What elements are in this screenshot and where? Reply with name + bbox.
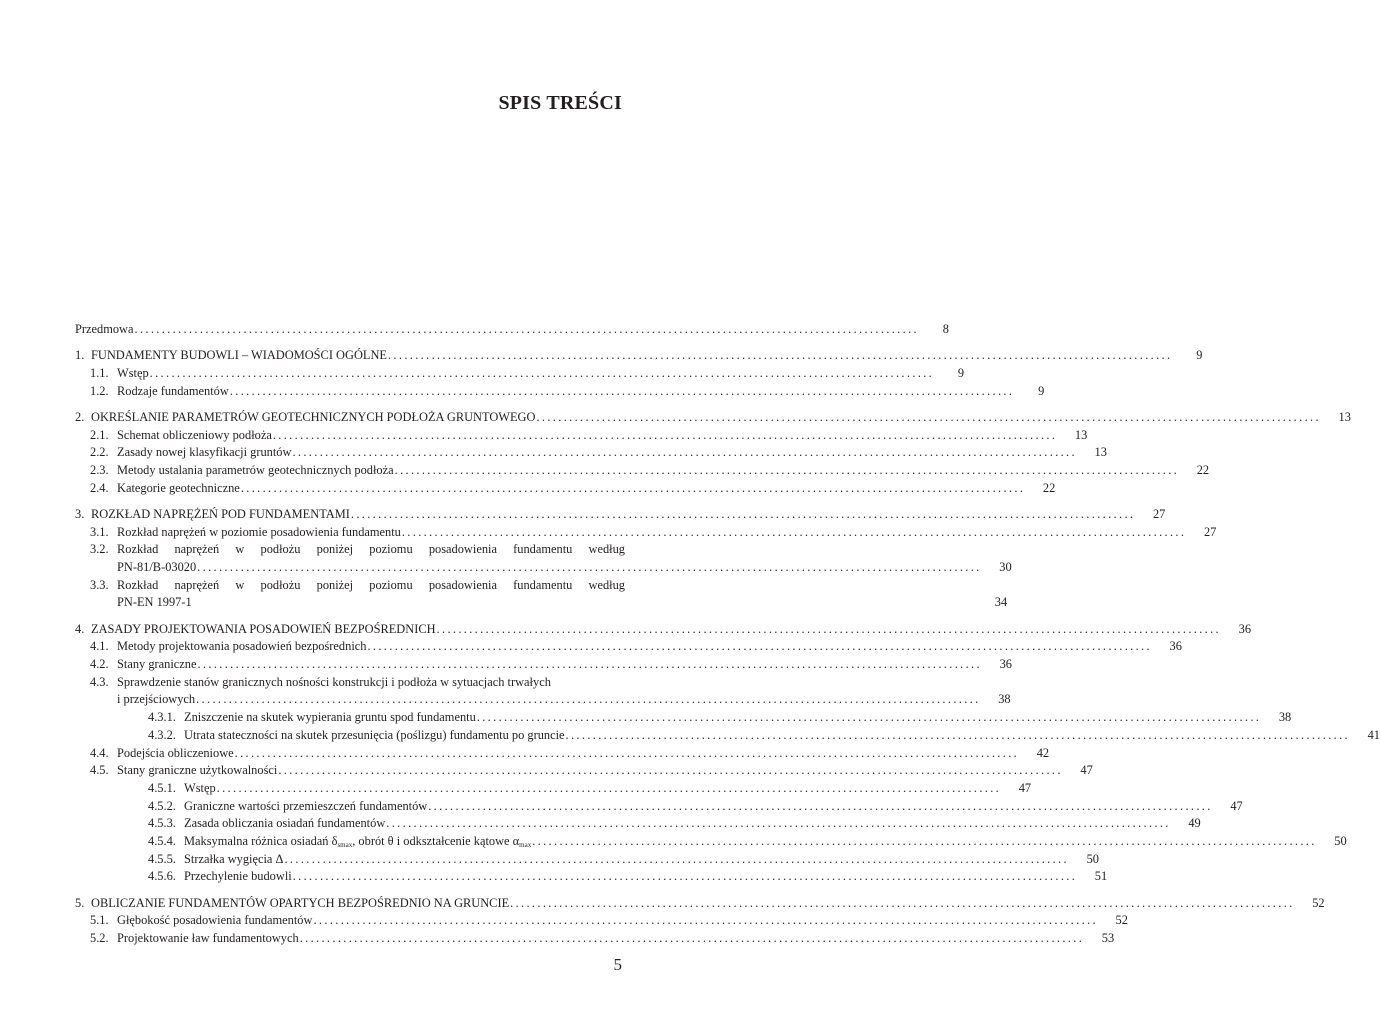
toc-subsection-4-5-1[interactable] xyxy=(75,780,1032,798)
dot-leader: ................................................................................................................................................ xyxy=(234,745,1020,760)
dot-leader: ................................................................................................................................................ xyxy=(229,383,1015,398)
toc-entry-number: 2.3. xyxy=(90,463,109,477)
toc-entry-number: 4.5.5. xyxy=(148,851,176,866)
toc-page-number: 22 xyxy=(1196,463,1210,477)
toc-entry-title-continued: PN-81/B-03020 xyxy=(117,560,197,575)
toc-title-part: Maksymalna różnica osiadań δ xyxy=(184,833,338,848)
toc-section-2-1[interactable] xyxy=(75,427,1088,445)
toc-entry-title: ROZKŁAD NAPRĘŻEŃ POD FUNDAMENTAMI xyxy=(91,506,350,521)
toc-page-number: 13 xyxy=(1074,427,1088,442)
toc-subsection-4-3-2[interactable] xyxy=(75,727,1380,745)
toc-entry-title: OKREŚLANIE PARAMETRÓW GEOTECHNICZNYCH PODŁOŻA GRUNTOWEGO xyxy=(91,409,536,424)
toc-entry-title: Wstęp xyxy=(184,780,216,795)
toc-entry-title: ZASADY PROJEKTOWANIA POSADOWIEŃ BEZPOŚREDNICH xyxy=(91,621,436,636)
toc-entry-number: 2.2. xyxy=(90,445,109,460)
toc-entry-title: Kategorie geotechniczne xyxy=(117,480,240,495)
symbol-subscript: smax xyxy=(337,840,353,849)
toc-subsection-4-5-3[interactable] xyxy=(75,815,1201,833)
toc-entry-title: Rodzaje fundamentów xyxy=(117,383,229,398)
toc-subsection-4-5-4[interactable] xyxy=(75,833,1347,851)
dot-leader: ................................................................................................................................................ xyxy=(134,322,919,336)
toc-section-1-1[interactable] xyxy=(75,365,965,383)
toc-entry-title: Metody projektowania posadowień bezpośrednich xyxy=(117,639,367,654)
toc-page-number: 52 xyxy=(1115,913,1128,928)
toc-entry-number: 3. xyxy=(75,506,85,521)
dot-leader: ................................................................................................................................................ xyxy=(565,727,1350,742)
toc-page-number: 49 xyxy=(1188,816,1201,831)
toc-subsection-4-5-2[interactable] xyxy=(75,798,1243,816)
dot-leader: ................................................................................................................................................ xyxy=(536,409,1321,424)
toc-page-number: 42 xyxy=(1036,745,1050,760)
toc-entry-number: 4.5.2. xyxy=(148,798,176,813)
toc-entry-title: Zasada obliczania osiadań fundamentów xyxy=(184,816,386,831)
toc-section-1-2[interactable] xyxy=(75,383,1045,401)
toc-entry-number: 4.1. xyxy=(90,639,109,654)
toc-entry-title: Przedmowa xyxy=(75,322,134,336)
toc-entry-title: Przechylenie budowli xyxy=(184,869,292,884)
toc-entry-number: 4.5. xyxy=(90,763,109,778)
toc-entry-title: Projektowanie ław fundamentowych xyxy=(117,930,299,945)
toc-entry-number: 1.2. xyxy=(90,383,109,398)
toc-section-3-1[interactable] xyxy=(75,524,1217,542)
toc-page-number: 53 xyxy=(1101,930,1115,945)
dot-leader: ................................................................................................................................................ xyxy=(532,833,1317,848)
toc-section-3-3[interactable] xyxy=(75,577,625,595)
toc-entry-number: 1. xyxy=(75,348,85,363)
dot-leader: ................................................................................................................................................ xyxy=(394,463,1180,477)
dot-leader: ................................................................................................................................................ xyxy=(476,710,1262,725)
toc-section-5-2[interactable] xyxy=(75,930,1115,948)
toc-entry-number: 4.3.1. xyxy=(148,710,176,725)
toc-page-number: 52 xyxy=(1312,895,1325,910)
toc-entry-title-continued: i przejściowych xyxy=(117,692,196,707)
dot-leader: ................................................................................................................................................ xyxy=(510,895,1295,910)
dot-leader: ................................................................................................................................................ xyxy=(197,560,982,575)
dot-leader: ................................................................................................................................................ xyxy=(196,692,981,707)
toc-entry-number: 4.4. xyxy=(90,745,109,760)
toc-entry-number: 4.5.6. xyxy=(148,869,176,884)
toc-page-number: 38 xyxy=(1278,710,1292,725)
toc-page-number: 41 xyxy=(1367,727,1380,742)
toc-entry-number: 4.5.4. xyxy=(148,833,176,848)
dot-leader: ................................................................................................................................................ xyxy=(299,930,1085,945)
toc-entry-preface[interactable] xyxy=(75,321,949,339)
dot-leader: ................................................................................................................................................ xyxy=(278,763,1063,778)
toc-page-number: 13 xyxy=(1094,445,1107,460)
toc-subsection-4-5-5[interactable] xyxy=(75,851,1099,869)
toc-page-number: 47 xyxy=(1018,780,1032,795)
toc-section-4-1[interactable] xyxy=(75,638,1182,656)
toc-entry-number: 4.3. xyxy=(90,674,109,689)
toc-chapter-5[interactable] xyxy=(75,895,1325,913)
toc-entry-number: 1.1. xyxy=(90,365,109,380)
toc-page-number: 34 xyxy=(994,595,1008,610)
toc-subsection-4-5-6[interactable] xyxy=(75,868,1108,886)
toc-entry-number: 3.3. xyxy=(90,577,109,592)
toc-entry-title: Metody ustalania parametrów geotechnicznych podłoża xyxy=(117,463,394,477)
toc-page-number: 51 xyxy=(1094,869,1108,884)
toc-entry-number: 5.2. xyxy=(90,930,109,945)
dot-leader: ................................................................................................................................................ xyxy=(367,639,1152,654)
toc-page-number: 36 xyxy=(1169,639,1182,654)
toc-entry-title: Głębokość posadowienia fundamentów xyxy=(117,913,313,928)
toc-page-number: 9 xyxy=(1196,348,1203,363)
dot-leader: ................................................................................................................................................ xyxy=(350,506,1136,521)
toc-title-part: , obrót θ i odkształcenie kątowe α xyxy=(352,833,520,848)
toc-section-3-3-continued[interactable] xyxy=(75,594,1008,612)
toc-entry-number: 3.2. xyxy=(90,542,109,557)
toc-entry-title: FUNDAMENTY BUDOWLI – WIADOMOŚCI OGÓLNE xyxy=(91,348,387,363)
toc-page-number: 22 xyxy=(1042,480,1056,495)
toc-entry-title: Stany graniczne xyxy=(117,657,197,672)
toc-chapter-1[interactable] xyxy=(75,347,1203,365)
toc-entry-number: 3.1. xyxy=(90,524,109,539)
toc-entry-number: 5.1. xyxy=(90,913,109,928)
dot-leader: ................................................................................................................................................ xyxy=(216,780,1002,795)
dot-leader: ................................................................................................................................................ xyxy=(272,427,1058,442)
toc-section-4-3-continued[interactable] xyxy=(75,691,1011,709)
toc-entry-title: Stany graniczne użytkowalności xyxy=(117,763,278,778)
toc-entry-number: 2.1. xyxy=(90,427,109,442)
toc-page-number: 47 xyxy=(1230,798,1243,813)
toc-page-number: 36 xyxy=(1238,621,1252,636)
table-of-contents xyxy=(75,321,1380,948)
toc-entry-title: Podejścia obliczeniowe xyxy=(117,745,234,760)
toc-entry-title: Graniczne wartości przemieszczeń fundamentów xyxy=(184,798,428,813)
dot-leader: ................................................................................................................................................ xyxy=(401,524,1187,539)
dot-leader: ................................................................................................................................................ xyxy=(240,480,1026,495)
toc-page-number: 38 xyxy=(998,692,1011,707)
toc-page-number: 30 xyxy=(999,560,1012,575)
toc-section-4-3[interactable] xyxy=(75,674,625,692)
toc-section-4-2[interactable] xyxy=(75,656,1012,674)
toc-section-3-2-continued[interactable] xyxy=(75,559,1012,577)
toc-page-number: 9 xyxy=(957,365,965,380)
symbol-subscript: max xyxy=(519,840,532,849)
toc-page-number: 8 xyxy=(942,322,949,336)
dot-leader: ................................................................................................................................................ xyxy=(313,913,1098,928)
dot-leader: ................................................................................................................................................ xyxy=(387,348,1173,363)
toc-page-number: 47 xyxy=(1080,763,1093,778)
toc-entry-number: 4.2. xyxy=(90,657,109,672)
toc-entry-number: 2.4. xyxy=(90,480,109,495)
toc-section-3-2[interactable] xyxy=(75,541,625,559)
dot-leader: ................................................................................................................................................ xyxy=(436,621,1222,636)
toc-section-4-4[interactable] xyxy=(75,745,1050,763)
toc-entry-title: Sprawdzenie stanów granicznych nośności konstrukcji i podłoża w sytuacjach trwałych xyxy=(117,674,551,689)
dot-leader: ................................................................................................................................................ xyxy=(292,445,1077,460)
toc-entry-number: 2. xyxy=(75,409,85,424)
toc-entry-title-continued: PN-EN 1997-1 xyxy=(117,595,192,610)
toc-entry-number: 4.5.1. xyxy=(148,780,176,795)
toc-entry-title: Zasady nowej klasyfikacji gruntów xyxy=(117,445,292,460)
toc-entry-title: Rozkład naprężeń w podłożu poniżej poziomu posadowienia fundamentu według xyxy=(117,542,625,557)
toc-section-4-5[interactable] xyxy=(75,762,1093,780)
toc-entry-title: Zniszczenie na skutek wypierania gruntu spod fundamentu xyxy=(184,710,476,725)
dot-leader: ................................................................................................................................................ xyxy=(386,816,1171,831)
toc-chapter-4[interactable] xyxy=(75,621,1252,639)
toc-page-number: 27 xyxy=(1152,506,1166,521)
toc-chapter-3[interactable] xyxy=(75,506,1166,524)
page-title: SPIS TREŚCI xyxy=(498,92,622,114)
toc-entry-title: Schemat obliczeniowy podłoża xyxy=(117,427,272,442)
toc-entry-title: OBLICZANIE FUNDAMENTÓW OPARTYCH BEZPOŚREDNIO NA GRUNCIE xyxy=(91,895,510,910)
toc-entry-number: 4.3.2. xyxy=(148,727,176,742)
toc-entry-number: 4. xyxy=(75,621,85,636)
toc-section-2-3[interactable] xyxy=(75,462,1210,480)
toc-entry-title: Strzałka wygięcia Δ xyxy=(184,851,284,866)
toc-entry-title: Rozkład naprężeń w poziomie posadowienia fundamentu xyxy=(117,524,401,539)
toc-page-number: 13 xyxy=(1338,409,1351,424)
dot-leader: ................................................................................................................................................ xyxy=(292,869,1078,884)
toc-page-number: 9 xyxy=(1038,383,1045,398)
toc-entry-title: Rozkład naprężeń w podłożu poniżej poziomu posadowienia fundamentu według xyxy=(117,577,625,592)
dot-leader: ................................................................................................................................................ xyxy=(149,365,935,380)
toc-section-2-4[interactable] xyxy=(75,480,1056,498)
toc-entry-title: Utrata stateczności na skutek przesunięcia (poślizgu) fundamentu po gruncie xyxy=(184,727,565,742)
toc-entry-number: 5. xyxy=(75,895,85,910)
toc-subsection-4-3-1[interactable] xyxy=(75,709,1292,727)
page-number: 5 xyxy=(613,955,622,974)
dot-leader: ................................................................................................................................................ xyxy=(428,798,1213,813)
toc-section-2-2[interactable] xyxy=(75,444,1107,462)
toc-page-number: 50 xyxy=(1086,851,1099,866)
toc-entry-title: Wstęp xyxy=(117,365,149,380)
toc-section-5-1[interactable] xyxy=(75,912,1128,930)
dot-leader: ................................................................................................................................................ xyxy=(284,851,1069,866)
toc-page-number: 50 xyxy=(1334,833,1347,848)
toc-page-number: 27 xyxy=(1203,524,1217,539)
toc-entry-number: 4.5.3. xyxy=(148,816,176,831)
dot-leader: ................................................................................................................................................ xyxy=(197,657,982,672)
toc-chapter-2[interactable] xyxy=(75,409,1351,427)
toc-page-number: 36 xyxy=(999,657,1012,672)
